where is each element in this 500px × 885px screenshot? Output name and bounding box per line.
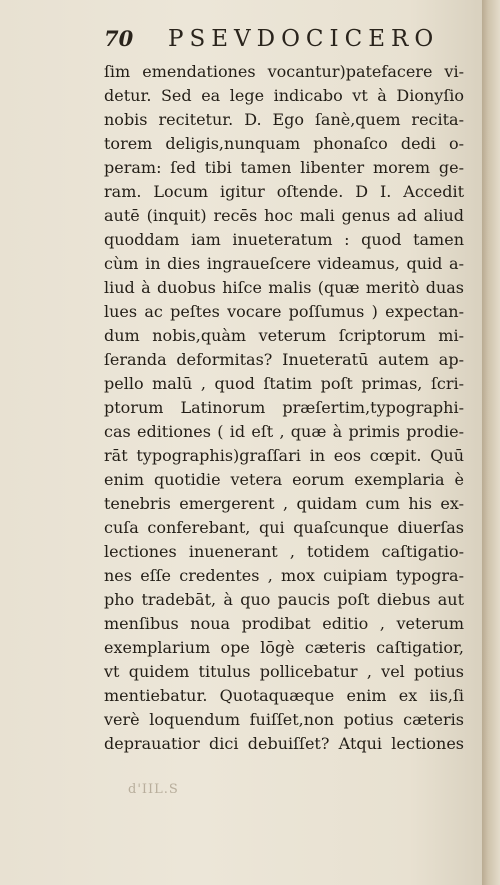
text-line: vt quidem titulus pollicebatur , vel potius [104, 662, 464, 681]
text-line: pello malū , quod ſtatim poſt primas, ſcri- [104, 374, 464, 393]
signature-mark: d'IIL.S [128, 782, 179, 797]
text-line: nobis recitetur. D. Ego ſanè,quem recita- [104, 110, 464, 129]
page-edge [482, 0, 500, 885]
text-line: liud à duobus hiſce malis (quæ meritò duas [104, 278, 464, 297]
text-line: cùm in dies ingraueſcere videamus, quid a- [104, 254, 464, 273]
text-line: tenebris emergerent , quidam cum his ex- [104, 494, 464, 513]
text-line: ſim emendationes vocantur)patefacere vi- [104, 62, 464, 81]
text-line: menſibus noua prodibat editio , veterum [104, 614, 464, 633]
text-line: nes eſſe credentes , mox cuipiam typogra- [104, 566, 464, 585]
text-line: deprauatior dici debuiſſet? Atqui lectiones [104, 734, 464, 753]
text-line: autē (inquit) recēs hoc mali genus ad aliud [104, 206, 464, 225]
text-line: quoddam iam inueteratum : quod tamen [104, 230, 464, 249]
text-line: rāt typographis)graſſari in eos cœpit. Quū [104, 446, 464, 465]
text-line: ram. Locum igitur oſtende. D I. Accedit [104, 182, 464, 201]
text-line: detur. Sed ea lege indicabo vt à Dionyſio [104, 86, 464, 105]
text-line: dum nobis,quàm veterum ſcriptorum mi- [104, 326, 464, 345]
text-line: pho tradebāt, à quo paucis poſt diebus aut [104, 590, 464, 609]
running-head: PSEVDOCICERO [168, 26, 440, 52]
text-line: enim quotidie vetera eorum exemplaria è [104, 470, 464, 489]
page-number: 70 [104, 26, 134, 51]
text-line: verè loquendum fuiſſet,non potius cæteris [104, 710, 464, 729]
text-line: torem deligis,nunquam phonaſco dedi o- [104, 134, 464, 153]
body-text [104, 60, 464, 756]
text-line: lues ac peſtes vocare poſſumus ) expectan- [104, 302, 464, 321]
text-line: cas editiones ( id eſt , quæ à primis prodie- [104, 422, 464, 441]
text-line: mentiebatur. Quotaquæque enim ex iis,ſi [104, 686, 464, 705]
text-line: peram: ſed tibi tamen libenter morem ge- [104, 158, 464, 177]
text-line: cuſa conferebant, qui quaſcunque diuerſas [104, 518, 464, 537]
page-header [104, 22, 464, 56]
text-line: ſeranda deformitas? Inueteratū autem ap- [104, 350, 464, 369]
text-line: lectiones inuenerant , totidem caſtigatio- [104, 542, 464, 561]
text-line: exemplarium ope lōgè cæteris caſtigatior, [104, 638, 464, 657]
text-line: ptorum Latinorum præſertim,typographi- [104, 398, 464, 417]
